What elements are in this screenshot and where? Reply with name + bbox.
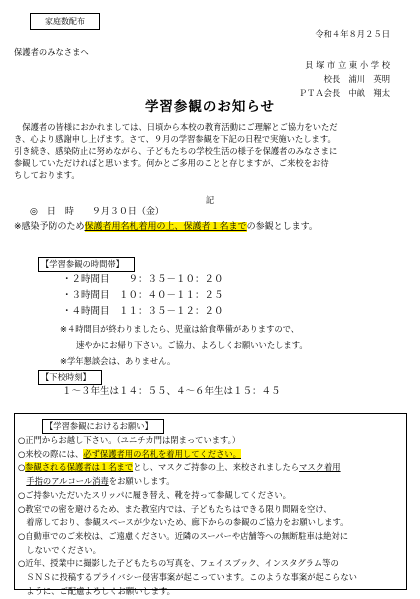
dismissal-time: １～３年生は１４：５５、４～６年生は１５：４５ (62, 386, 281, 397)
infection-notice (14, 221, 318, 234)
request-text: ○来校の際には、 (18, 448, 84, 459)
request-item: ○近年、授業中に撮影した子どもたちの写真を、フェイスブック、インスタグラム等の (18, 558, 339, 569)
schedule-header-label: 【学習参観の時間帯】 (38, 257, 135, 272)
schedule-row: ・４時間目 １１：３５－１２：２０ (62, 306, 224, 317)
request-text: をお願いします。 (108, 476, 175, 487)
request-underline: 手指のアルコール消毒 (26, 476, 109, 487)
request-highlight: 参観される保護者は１名まで (25, 462, 134, 473)
schedule-note: ※４時間目が終わりましたら、児童は給食準備がありますので、 (60, 324, 300, 334)
date: 令和４年８月２５日 (315, 29, 390, 39)
dismissal-header-label: 【下校時刻】 (38, 370, 102, 385)
intro-line: 参観していただければと思います。何かとご多用のことと存じますが、ご来校をお待 (14, 158, 329, 169)
request-item: しないでください。 (18, 544, 101, 555)
datetime-label: ◎ 日 時 (30, 207, 74, 217)
dismissal-header (38, 370, 102, 385)
school-name: 貝 塚 市 立 東 小 学 校 (305, 60, 390, 70)
notice-highlight: 保護者用名札着用の上、保護者１名まで (84, 222, 247, 232)
ki-heading: 記 (205, 195, 215, 205)
intro-line: き、心より感謝申し上げます。さて、９月の学習参観を下記の日程で実施いたします。 (14, 134, 336, 145)
pta-chair-name: ＰＴＡ会長 中畝 翔太 (298, 88, 390, 98)
schedule-notes (60, 321, 308, 369)
distribution-tag: 家庭数配布 (30, 13, 100, 30)
schedule-note: ※学年懇談会は、ありません。 (60, 356, 176, 366)
intro-line: 保護者の皆様におかれましては、日頃から本校の教育活動にご理解とご協力をいただ (14, 122, 338, 132)
request-text: ○ (18, 462, 26, 473)
request-item: ○自動車でのご来校は、ご遠慮ください。近隣のスーパーや店舗等への無断駐車は絶対に (18, 530, 348, 541)
schedule-list (62, 272, 224, 320)
request-item: ように、ご配慮よろしくお願いします。 (18, 585, 175, 596)
request-item: ＳＮＳに投稿するプライバシー侵害事案が起こっています。このような事案が起こらない (18, 572, 357, 583)
datetime-value: ９月３０日（金） (91, 207, 164, 217)
request-text: とし、マスクご持参の上、来校されましたら (133, 462, 300, 473)
addressee: 保護者のみなさまへ (14, 47, 89, 57)
sender-block (299, 58, 390, 100)
request-underline: マスク着用 (299, 462, 341, 473)
principal-name: 校長 浦川 英明 (323, 74, 390, 84)
request-item: 着席しており、参観スペースが少ないため、廊下からの参観のご協力をお願いします。 (18, 517, 349, 528)
request-item (18, 461, 402, 475)
requests-header: 【学習参観におけるお願い】 (42, 419, 164, 434)
request-item (18, 475, 402, 489)
schedule-row: ・２時間目 ９：３５－１０：２０ (62, 274, 224, 285)
intro-line: 引き続き、感染防止に努めながら、子どもたちの学校生活の様子を保護者のみなさまに (14, 146, 338, 157)
request-item (18, 448, 402, 462)
requests-box (14, 413, 407, 596)
notice-pre: ※感染予防のため (14, 222, 85, 232)
schedule-header (38, 257, 135, 272)
intro-line: ちしております。 (14, 170, 80, 181)
request-item: ○教室での密を避けるため、また教室内では、子どもたちはできる限り間隔を空け、 (18, 503, 332, 514)
request-item: ○正門からお越し下さい。（ユニチカ門は閉まっています。） (18, 435, 241, 445)
request-item: ○ご持参いただいたスリッパに履き替え、靴を持って参観してください。 (18, 489, 291, 500)
schedule-row: ・３時間目 １０：４０－１１：２５ (62, 290, 224, 301)
intro-paragraph (14, 121, 398, 181)
request-highlight: 必ず保護者用の名札を着用してください。 (83, 448, 241, 459)
notice-post: の参観とします。 (246, 222, 318, 232)
datetime-line (30, 206, 164, 219)
document-title: 学習参観のお知らせ (144, 99, 276, 115)
schedule-note: 速やかにお帰り下さい。ご協力、よろしくお願いいたします。 (76, 340, 308, 350)
